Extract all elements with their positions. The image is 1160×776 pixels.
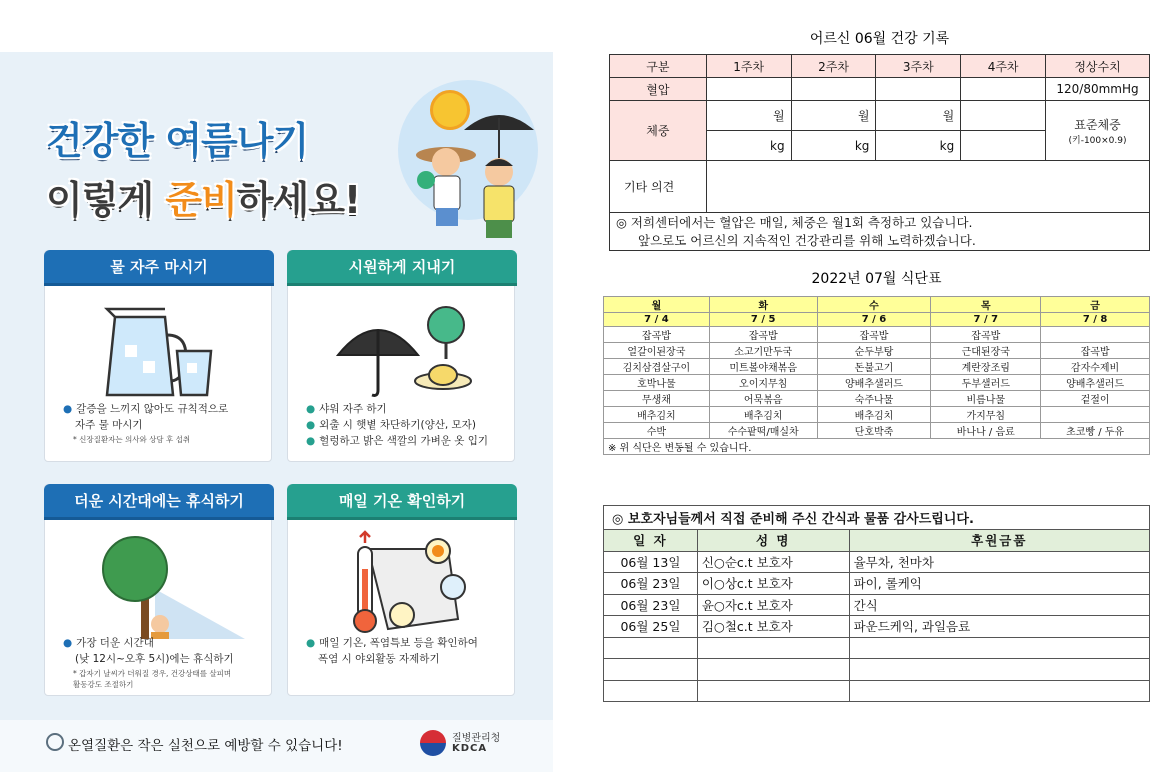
other-opinion-row: 기타 의견: [610, 161, 1150, 213]
menu-note-row: ※ 위 식단은 변동될 수 있습니다.: [604, 439, 1150, 455]
card-heading: 매일 기온 확인하기: [287, 484, 517, 520]
card-heading: 물 자주 마시기: [44, 250, 274, 286]
magnifier-icon: [46, 733, 64, 751]
table-row: [604, 680, 1150, 702]
table-row: 06월 23일 윤○자c.t 보호자 간식: [604, 594, 1150, 616]
menu-row: 호박나물 오이지무침 양배추샐러드 두부샐러드 양배추샐러드: [604, 375, 1150, 391]
poster-footer-slogan: 온열질환은 작은 실천으로 예방할 수 있습니다!: [68, 738, 343, 754]
thermometer-map-icon: [288, 529, 516, 639]
menu-row: 배추김치 배추김치 배추김치 가지무침: [604, 407, 1150, 423]
table-row: [604, 637, 1150, 659]
donation-title-row: ◎ 보호자님들께서 직접 준비해 주신 간식과 물품 감사드립니다.: [604, 506, 1150, 530]
umbrella-hat-fan-icon: [288, 295, 516, 405]
notice-line1: ◎ 저희센터에서는 혈압은 매일, 체중은 월1회 측정하고 있습니다.: [616, 214, 973, 230]
water-jug-icon: [45, 295, 273, 405]
tip-card-stay-cool: [287, 250, 515, 462]
poster-title-line1: 건강한 여름나기: [46, 119, 309, 163]
weight-row-kg: kg kg kg: [610, 131, 1150, 161]
tip-card-check-temperature: [287, 484, 515, 696]
card-body: ● 갈증을 느끼지 않아도 규칙적으로 자주 물 마시기 * 신장질환자는 의사와 상담 후 섭취: [63, 403, 229, 444]
tip-card-rest-hot-hours: [44, 484, 272, 696]
tree-shade-icon: [45, 529, 273, 639]
heat-health-poster: [0, 52, 553, 772]
health-notice-row: [610, 213, 1150, 251]
donation-header-row: 일 자 성 명 후원금품: [604, 530, 1150, 552]
menu-row: 무생채 어묵볶음 숙주나물 비름나물 겉절이: [604, 391, 1150, 407]
table-row: 06월 13일 신○순c.t 보호자 율무차, 천마차: [604, 551, 1150, 573]
poster-title-highlight: 준비: [165, 178, 237, 222]
card-heading: 더운 시간대에는 휴식하기: [44, 484, 274, 520]
menu-title: 2022년 07월 식단표: [811, 271, 942, 287]
org-name-english: KDCA: [452, 743, 488, 754]
weight-row-month: 체중 월 월 월 표준체중 (키-100×0.9): [610, 101, 1150, 131]
notice-line2: 앞으로도 어르신의 지속적인 건강관리를 위해 노력하겠습니다.: [638, 232, 976, 248]
menu-table: [603, 296, 1150, 455]
health-record-title: 어르신 06월 건강 기록: [809, 31, 950, 47]
menu-dessert-row: 수박 수수팥떡/매실차 단호박죽 바나나 / 음료 초코빵 / 두유: [604, 423, 1150, 439]
poster-title-line2: 이렇게 준비하세요!: [46, 178, 361, 222]
menu-day-row: 월 화 수 목 금: [604, 297, 1150, 313]
menu-date-row: 7 / 4 7 / 5 7 / 6 7 / 7 7 / 8: [604, 313, 1150, 327]
kdca-logo-icon: [420, 730, 446, 756]
menu-row: 잡곡밥 잡곡밥 잡곡밥 잡곡밥: [604, 327, 1150, 343]
table-row: [604, 659, 1150, 681]
card-body: ● 매일 기온, 폭염특보 등을 확인하여 폭염 시 야외활동 자제하기: [306, 637, 478, 665]
health-record-table: [609, 54, 1150, 251]
card-body: ● 샤워 자주 하기 ● 외출 시 햇볕 차단하기(양산, 모자) ● 헐렁하고 밝은 색깔의 가벼운 옷 입기: [306, 403, 489, 447]
table-header-row: 구분 1주차 2주차 3주차 4주차 정상수치: [610, 55, 1150, 78]
menu-row: 김치삼겹살구이 미트볼야채볶음 돈불고기 계란장조림 감자수제비: [604, 359, 1150, 375]
card-body: ● 가장 더운 시간대 (낮 12시~오후 5시)에는 휴식하기 * 갑자기 날씨가 더워질 경우, 건강상태를 살피며 활동강도 조절하기: [63, 637, 234, 689]
kids-with-umbrella-illustration: [404, 100, 544, 270]
menu-row: 얼갈이된장국 소고기만두국 순두부탕 근대된장국 잡곡밥: [604, 343, 1150, 359]
org-name-korean: 질병관리청: [452, 733, 501, 744]
blood-pressure-row: 혈압 120/80mmHg: [610, 78, 1150, 101]
table-row: 06월 23일 이○상c.t 보호자 파이, 롤케익: [604, 573, 1150, 595]
tip-card-drink-water: [44, 250, 272, 462]
standard-weight-cell: 표준체중 (키-100×0.9): [1046, 101, 1150, 161]
donation-table: [603, 505, 1150, 702]
card-heading: 시원하게 지내기: [287, 250, 517, 286]
table-row: 06월 25일 김○철c.t 보호자 파운드케익, 과일음료: [604, 616, 1150, 638]
